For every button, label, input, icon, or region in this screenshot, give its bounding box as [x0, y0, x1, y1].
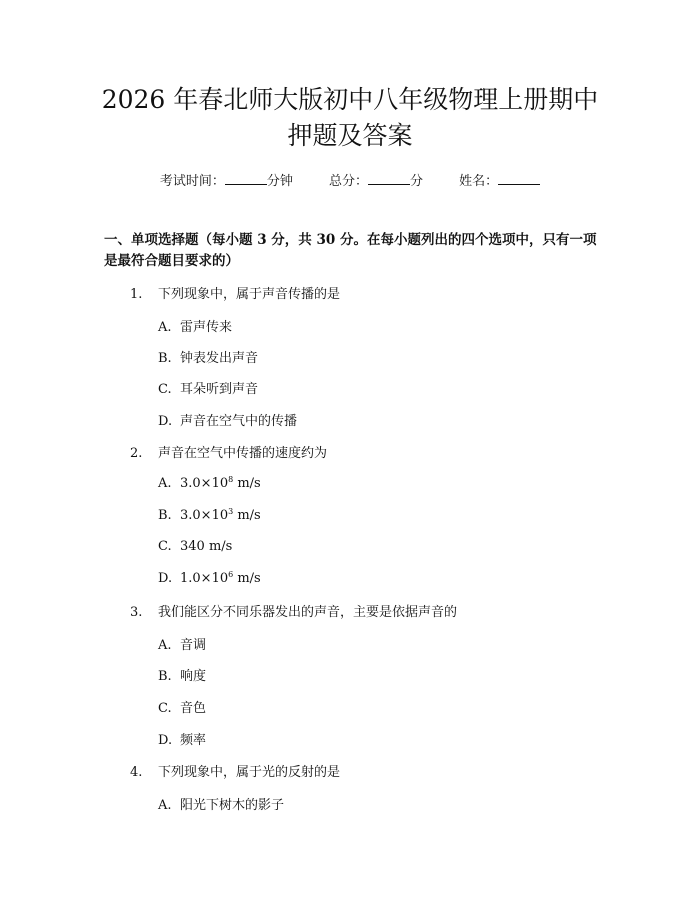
option-2b: [158, 507, 261, 523]
option-unit: m/s: [233, 476, 261, 491]
option-3d: [158, 729, 206, 748]
option-letter: C.: [158, 539, 172, 554]
option-exponent: 6: [228, 570, 234, 579]
option-text: 响度: [180, 669, 207, 684]
option-text: 340 m/s: [180, 539, 233, 554]
question-3: [130, 601, 457, 620]
option-text: 频率: [180, 733, 207, 748]
option-unit: m/s: [233, 571, 261, 586]
question-number: 3.: [130, 605, 143, 620]
option-unit: m/s: [233, 508, 261, 523]
exam-time-unit: 分钟: [266, 174, 293, 189]
option-base: 3.0×10: [180, 508, 229, 523]
option-text: 音色: [180, 701, 207, 716]
student-name-field: [459, 174, 540, 189]
option-1c: [158, 378, 258, 397]
option-letter: B.: [158, 351, 172, 366]
option-letter: D.: [158, 414, 173, 429]
question-number: 1.: [130, 287, 143, 302]
section-heading: 一、单项选择题（每小题 3 分，共 30 分。在每小题列出的四个选项中，只有一项是最符合题目要求的）: [104, 232, 597, 269]
student-name-blank[interactable]: [498, 172, 540, 185]
option-letter: D.: [158, 571, 173, 586]
question-number: 4.: [130, 765, 143, 780]
question-text: 下列现象中，属于声音传播的是: [158, 287, 341, 302]
option-letter: A.: [158, 476, 172, 491]
option-1d: [158, 410, 297, 429]
option-text: 音调: [180, 638, 207, 653]
title-line-2: 押题及答案: [287, 121, 413, 150]
question-text: 下列现象中，属于光的反射的是: [158, 765, 341, 780]
option-base: 1.0×10: [180, 571, 229, 586]
option-3b: [158, 665, 206, 684]
option-text: 阳光下树木的影子: [180, 798, 285, 813]
document-title: [40, 82, 660, 154]
option-4a: [158, 794, 284, 813]
title-line-1: 2026 年春北师大版初中八年级物理上册期中: [101, 85, 599, 114]
option-text: 雷声传来: [180, 320, 233, 335]
question-number: 2.: [130, 446, 143, 461]
option-letter: B.: [158, 508, 172, 523]
option-letter: C.: [158, 382, 172, 397]
option-2c: [158, 539, 232, 554]
total-score-blank[interactable]: [368, 172, 410, 185]
option-letter: D.: [158, 733, 173, 748]
student-name-label: 姓名：: [459, 174, 499, 189]
option-text: 钟表发出声音: [180, 351, 259, 366]
option-1a: [158, 316, 232, 335]
option-3a: [158, 634, 206, 653]
option-text: 耳朵听到声音: [180, 382, 259, 397]
total-score-unit: 分: [410, 174, 424, 189]
option-2a: [158, 475, 261, 491]
option-letter: A.: [158, 320, 172, 335]
question-text: 声音在空气中传播的速度约为: [158, 446, 328, 461]
option-3c: [158, 697, 206, 716]
exam-info-line: [0, 170, 700, 189]
total-score-field: [329, 174, 423, 189]
exam-time-label: 考试时间：: [159, 174, 225, 189]
option-text: 声音在空气中的传播: [180, 414, 298, 429]
total-score-label: 总分：: [328, 174, 368, 189]
option-letter: C.: [158, 701, 172, 716]
option-letter: B.: [158, 669, 172, 684]
option-exponent: 3: [228, 507, 234, 516]
question-4: [130, 761, 340, 780]
question-2: [130, 442, 327, 461]
question-text: 我们能区分不同乐器发出的声音，主要是依据声音的: [158, 605, 458, 620]
option-1b: [158, 347, 258, 366]
exam-time-blank[interactable]: [225, 172, 267, 185]
exam-time-field: [160, 174, 293, 189]
option-letter: A.: [158, 638, 172, 653]
question-1: [130, 283, 340, 302]
option-letter: A.: [158, 798, 172, 813]
option-2d: [158, 570, 261, 586]
option-base: 3.0×10: [180, 476, 229, 491]
option-exponent: 8: [228, 475, 234, 484]
